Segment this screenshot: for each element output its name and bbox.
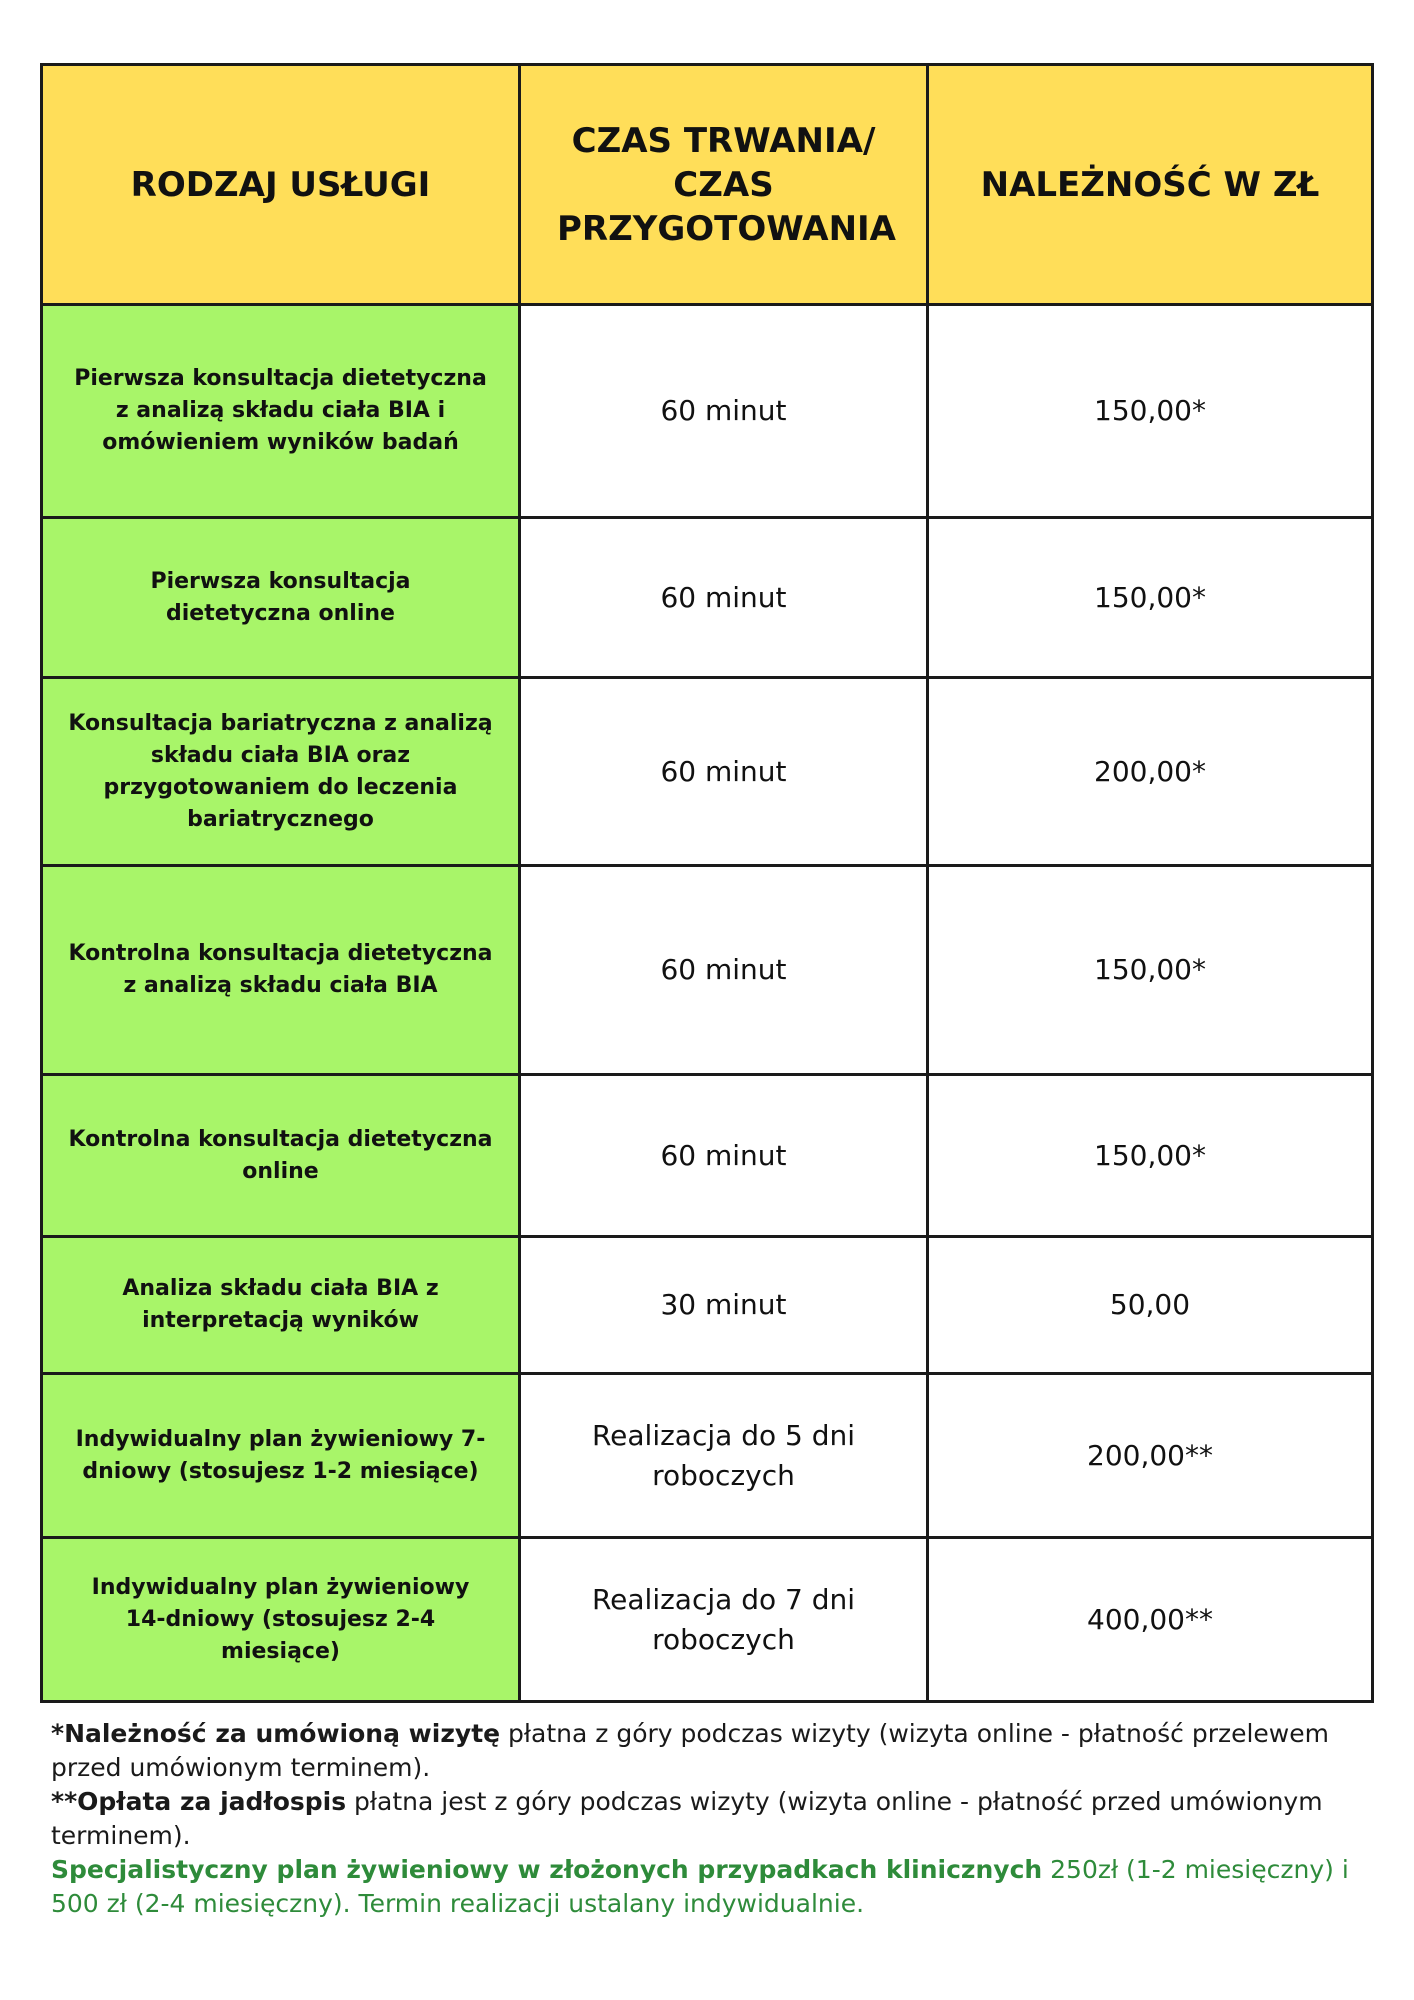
service-name: Kontrolna konsultacja dietetyczna online — [42, 1075, 520, 1237]
header-service: RODZAJ USŁUGI — [42, 65, 520, 305]
service-name: Pierwsza konsultacja dietetyczna z analizą składu ciała BIA i omówieniem wyników badań — [42, 305, 520, 518]
table-row — [42, 678, 1373, 866]
table-row — [42, 866, 1373, 1075]
service-name: Kontrolna konsultacja dietetyczna z analizą składu ciała BIA — [42, 866, 520, 1075]
table-row — [42, 1237, 1373, 1374]
footnote-diet-payment — [51, 1785, 1371, 1853]
service-price: 150,00* — [928, 518, 1373, 678]
service-duration: Realizacja do 5 dni roboczych — [520, 1374, 928, 1538]
service-name: Konsultacja bariatryczna z analizą składu ciała BIA oraz przygotowaniem do leczenia bariatrycznego — [42, 678, 520, 866]
table-row — [42, 518, 1373, 678]
service-price: 200,00* — [928, 678, 1373, 866]
footnote-visit-title: *Należność za umówioną wizytę — [51, 1719, 501, 1748]
service-duration: 60 minut — [520, 866, 928, 1075]
price-table — [40, 63, 1374, 1703]
footnotes — [51, 1717, 1371, 1921]
service-duration: 60 minut — [520, 518, 928, 678]
footnote-diet-title: **Opłata za jadłospis — [51, 1787, 347, 1816]
service-price: 150,00* — [928, 1075, 1373, 1237]
service-name: Pierwsza konsultacja dietetyczna online — [42, 518, 520, 678]
service-name: Indywidualny plan żywieniowy 7-dniowy (stosujesz 1-2 miesiące) — [42, 1374, 520, 1538]
header-duration: CZAS TRWANIA/ CZAS PRZYGOTOWANIA — [520, 65, 928, 305]
footnote-specialist-title: Specjalistyczny plan żywieniowy w złożonych przypadkach klinicznych — [51, 1855, 1043, 1884]
service-duration: 60 minut — [520, 305, 928, 518]
footnote-visit-text: płatna z góry podczas wizyty (wizyta online - płatność przelewem przed umówionym terminem). — [51, 1719, 1329, 1782]
table-row — [42, 1075, 1373, 1237]
service-price: 150,00* — [928, 866, 1373, 1075]
service-name: Analiza składu ciała BIA z interpretacją wyników — [42, 1237, 520, 1374]
header-price: NALEŻNOŚĆ W ZŁ — [928, 65, 1373, 305]
service-name: Indywidualny plan żywieniowy 14-dniowy (stosujesz 2-4 miesiące) — [42, 1538, 520, 1702]
table-row — [42, 1538, 1373, 1702]
footnote-specialist-text: 250zł (1-2 miesięczny) i 500 zł (2-4 miesięczny). Termin realizacji ustalany indywidualnie. — [51, 1855, 1349, 1918]
table-row — [42, 305, 1373, 518]
table-row — [42, 1374, 1373, 1538]
service-price: 150,00* — [928, 305, 1373, 518]
service-duration: Realizacja do 7 dni roboczych — [520, 1538, 928, 1702]
service-price: 200,00** — [928, 1374, 1373, 1538]
service-duration: 60 minut — [520, 678, 928, 866]
service-duration: 60 minut — [520, 1075, 928, 1237]
service-price: 400,00** — [928, 1538, 1373, 1702]
footnote-diet-text: płatna jest z góry podczas wizyty (wizyta online - płatność przed umówionym terminem). — [51, 1787, 1323, 1850]
service-duration: 30 minut — [520, 1237, 928, 1374]
footnote-specialist-plan — [51, 1853, 1371, 1921]
footnote-visit-payment — [51, 1717, 1371, 1785]
table-header-row — [42, 65, 1373, 305]
service-price: 50,00 — [928, 1237, 1373, 1374]
